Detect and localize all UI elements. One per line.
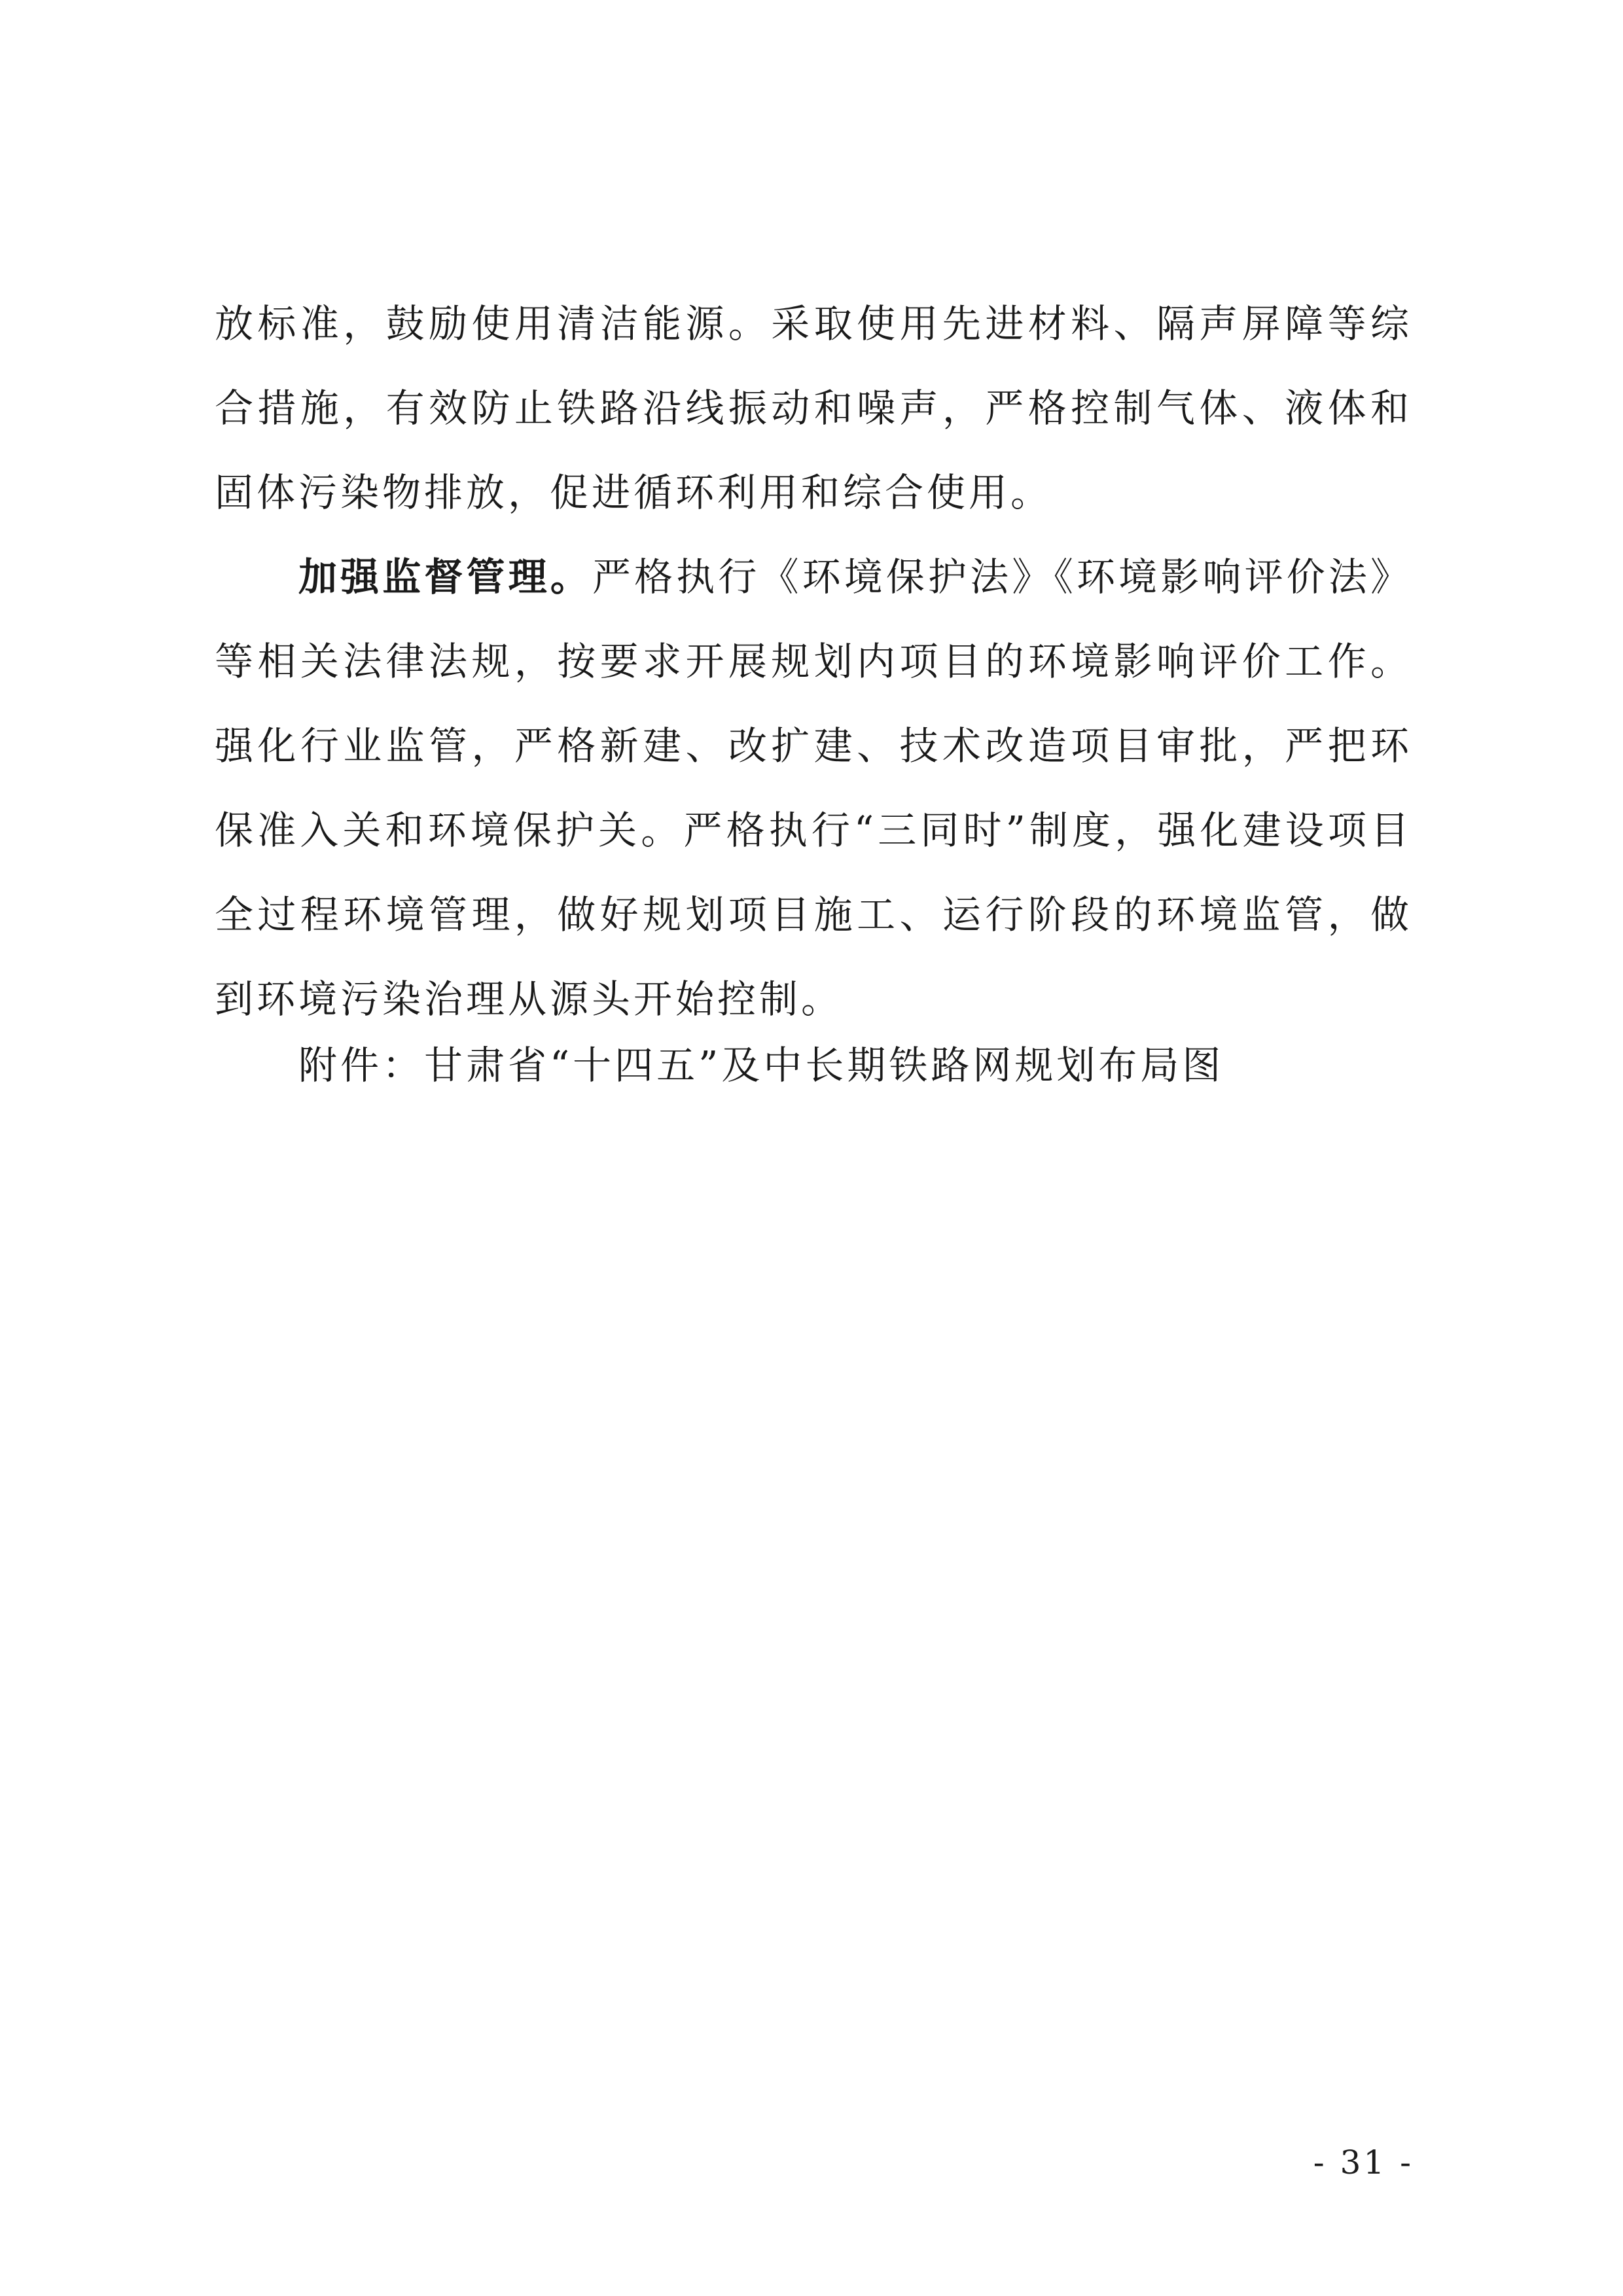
paragraph-environmental-measures: 放标准，鼓励使用清洁能源。采取使用先进材料、隔声屏障等综合措施，有效防止铁路沿线振动和噪声，严格控制气体、液体和固体污染物排放，促进循环利用和综合使用。	[215, 301, 1412, 515]
paragraph-supervision-body: 严格执行《环境保护法》《环境影响评价法》等相关法律法规，按要求开展规划内项目的环境影响评价工作。强化行业监管，严格新建、改扩建、技术改造项目审批，严把环保准入关和环境保护关。严格执行“三同时”制度，强化建设项目全过程环境管理，做好规划项目施工、运行阶段的环境监管，做到环境污染治理从源头开始控制。	[215, 554, 1412, 1022]
page-number: - 31 -	[1313, 2144, 1414, 2181]
paragraph-supervision	[215, 535, 1412, 1041]
attachment-line: 附件：甘肃省“十四五”及中长期铁路网规划布局图	[298, 1043, 1224, 1088]
paragraph-heading-supervision: 加强监督管理。	[298, 554, 592, 600]
body-text	[215, 281, 1412, 1041]
